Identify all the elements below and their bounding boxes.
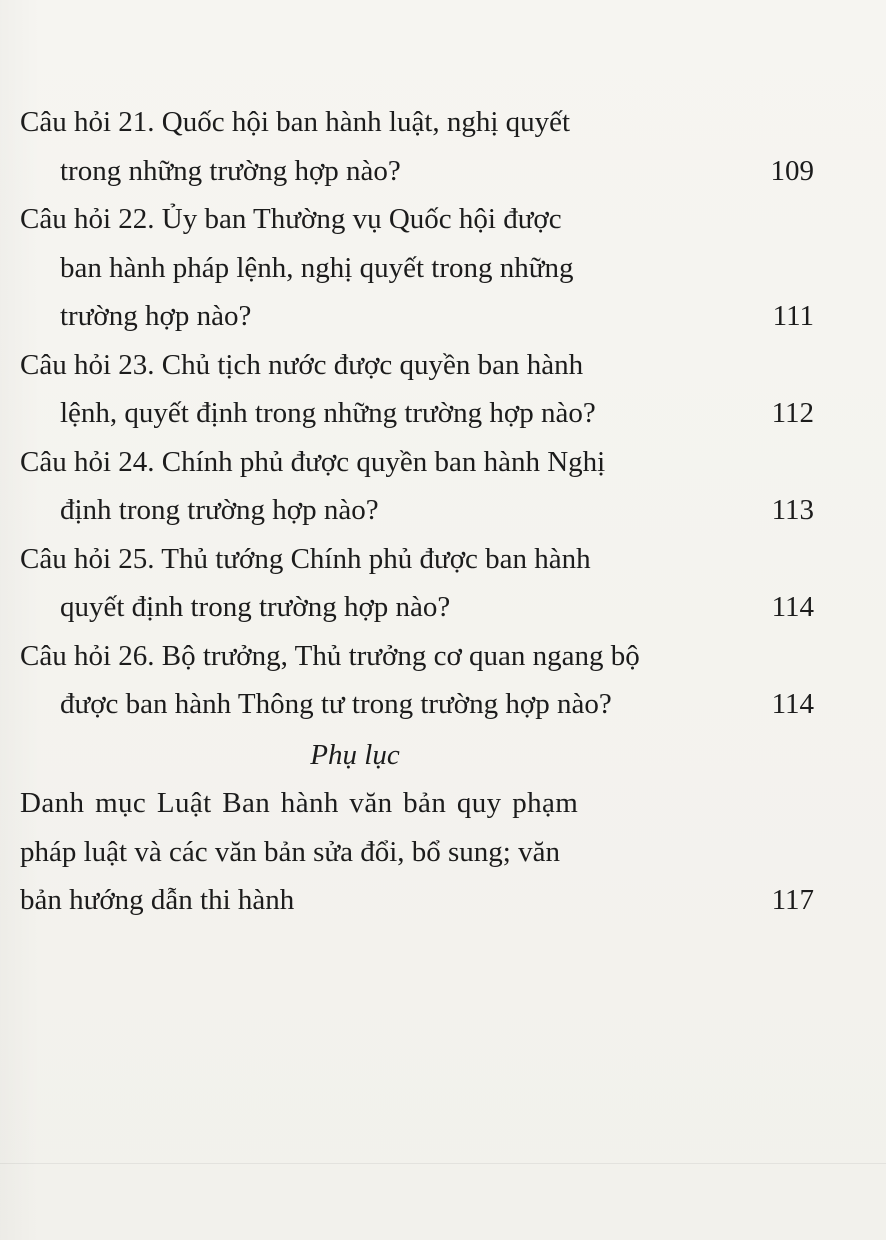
- toc-entry-title-line: bản hướng dẫn thi hành: [20, 884, 295, 916]
- toc-entry-appendix[interactable]: [20, 779, 820, 925]
- appendix-heading: Phụ lục: [310, 738, 400, 771]
- toc-page-number: 113: [771, 494, 814, 526]
- toc-page-number: 111: [772, 300, 814, 332]
- toc-entry-title-line: trong những trường hợp nào?: [60, 154, 401, 187]
- table-of-contents: [20, 98, 820, 925]
- toc-entry-title-line: Danh mục Luật Ban hành văn bản quy phạm: [20, 787, 579, 819]
- toc-entry-title-line: Câu hỏi 23. Chủ tịch nước được quyền ban hành: [20, 348, 584, 381]
- toc-entry-title-line: Câu hỏi 21. Quốc hội ban hành luật, nghị quyết: [20, 106, 571, 138]
- toc-entry-25[interactable]: [20, 535, 820, 632]
- toc-page-number: 114: [771, 688, 814, 720]
- toc-entry-title-line: trường hợp nào?: [60, 300, 252, 332]
- toc-page-number: 109: [770, 154, 814, 187]
- toc-page-number: 114: [771, 591, 814, 623]
- toc-entry-26[interactable]: [20, 632, 820, 729]
- toc-entry-title-line: Câu hỏi 26. Bộ trưởng, Thủ trưởng cơ quan ngang bộ: [20, 639, 640, 672]
- toc-entry-title-line: lệnh, quyết định trong những trường hợp nào?: [60, 397, 596, 429]
- toc-entry-title-line: Câu hỏi 24. Chính phủ được quyền ban hành Nghị: [20, 445, 606, 478]
- toc-entry-title-line: được ban hành Thông tư trong trường hợp nào?: [60, 688, 612, 720]
- toc-entry-title-line: ban hành pháp lệnh, nghị quyết trong những: [60, 251, 574, 284]
- toc-entry-title-line: pháp luật và các văn bản sửa đổi, bổ sung; văn: [20, 835, 560, 868]
- toc-entry-title-line: Câu hỏi 25. Thủ tướng Chính phủ được ban hành: [20, 542, 591, 575]
- toc-entry-21[interactable]: [20, 98, 820, 195]
- toc-entry-22[interactable]: [20, 195, 820, 341]
- page-bottom-divider: [0, 1163, 886, 1164]
- toc-entry-title-line: định trong trường hợp nào?: [60, 494, 379, 526]
- toc-entry-24[interactable]: [20, 438, 820, 535]
- toc-entry-23[interactable]: [20, 341, 820, 438]
- toc-page-number: 112: [771, 397, 814, 429]
- toc-entry-title-line: Câu hỏi 22. Ủy ban Thường vụ Quốc hội được: [20, 203, 562, 235]
- toc-page-number: 117: [771, 884, 814, 916]
- toc-entry-title-line: quyết định trong trường hợp nào?: [60, 591, 451, 623]
